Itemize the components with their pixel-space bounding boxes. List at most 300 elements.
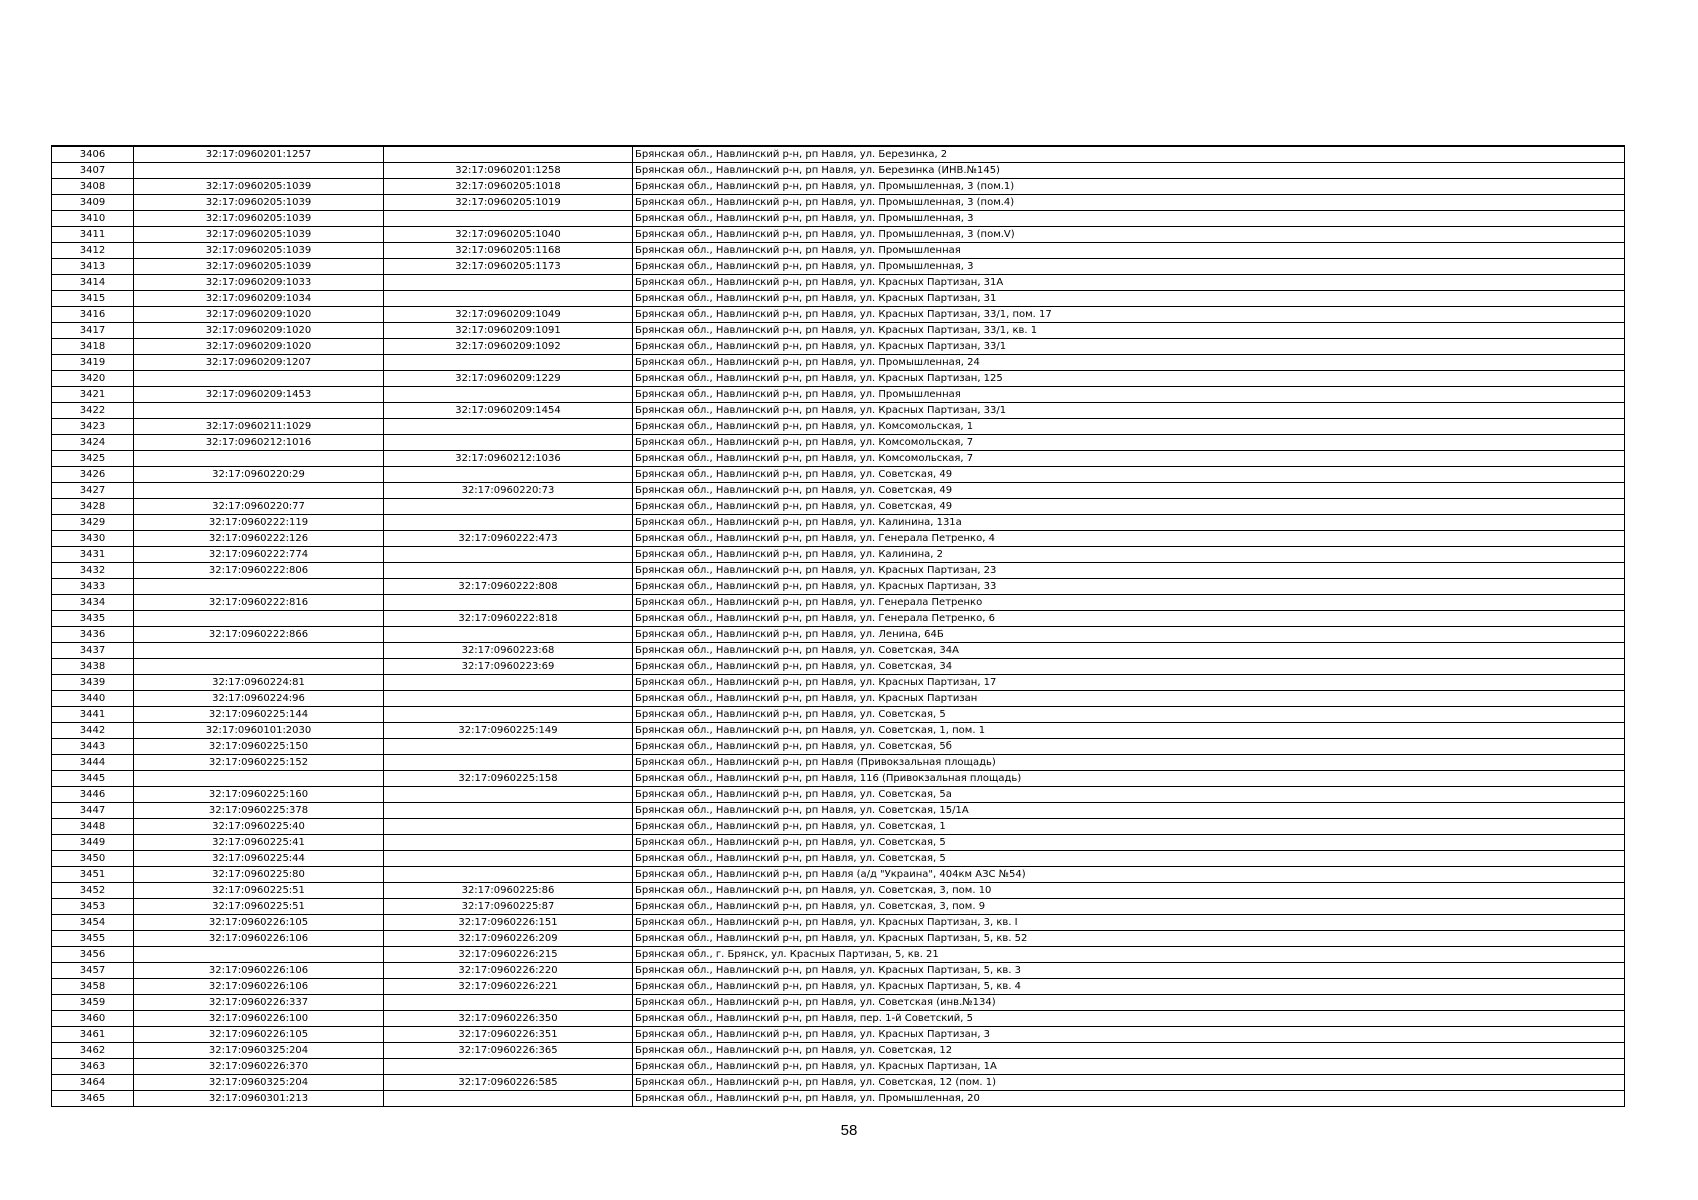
cadastral-number-cell: 32:17:0960225:150	[134, 739, 384, 755]
related-cadastral-number-cell	[384, 819, 633, 835]
row-number-cell: 3450	[52, 851, 134, 867]
row-number-cell: 3410	[52, 211, 134, 227]
related-cadastral-number-cell	[384, 211, 633, 227]
row-number-cell: 3429	[52, 515, 134, 531]
row-number-cell: 3421	[52, 387, 134, 403]
row-number-cell: 3447	[52, 803, 134, 819]
table-row	[52, 563, 1625, 579]
registry-table	[51, 145, 1625, 1107]
row-number-cell: 3438	[52, 659, 134, 675]
address-cell: Брянская обл., Навлинский р-н, рп Навля, ул. Красных Партизан, 17	[633, 675, 1625, 691]
table-row	[52, 291, 1625, 307]
row-number-cell: 3459	[52, 995, 134, 1011]
address-cell: Брянская обл., Навлинский р-н, рп Навля, ул. Советская, 34	[633, 659, 1625, 675]
address-cell: Брянская обл., Навлинский р-н, рп Навля, ул. Советская, 5	[633, 835, 1625, 851]
address-cell: Брянская обл., Навлинский р-н, рп Навля, ул. Советская, 3, пом. 9	[633, 899, 1625, 915]
row-number-cell: 3418	[52, 339, 134, 355]
address-cell: Брянская обл., Навлинский р-н, рп Навля, ул. Советская, 49	[633, 467, 1625, 483]
row-number-cell: 3424	[52, 435, 134, 451]
related-cadastral-number-cell	[384, 547, 633, 563]
address-cell: Брянская обл., Навлинский р-н, рп Навля, ул. Красных Партизан	[633, 691, 1625, 707]
row-number-cell: 3461	[52, 1027, 134, 1043]
row-number-cell: 3442	[52, 723, 134, 739]
related-cadastral-number-cell: 32:17:0960226:215	[384, 947, 633, 963]
table-row	[52, 755, 1625, 771]
table-row	[52, 227, 1625, 243]
related-cadastral-number-cell: 32:17:0960209:1092	[384, 339, 633, 355]
address-cell: Брянская обл., г. Брянск, ул. Красных Партизан, 5, кв. 21	[633, 947, 1625, 963]
related-cadastral-number-cell: 32:17:0960209:1091	[384, 323, 633, 339]
row-number-cell: 3413	[52, 259, 134, 275]
table-row	[52, 627, 1625, 643]
table-row	[52, 371, 1625, 387]
related-cadastral-number-cell: 32:17:0960205:1173	[384, 259, 633, 275]
related-cadastral-number-cell: 32:17:0960222:808	[384, 579, 633, 595]
row-number-cell: 3443	[52, 739, 134, 755]
cadastral-number-cell: 32:17:0960225:160	[134, 787, 384, 803]
cadastral-number-cell: 32:17:0960226:106	[134, 963, 384, 979]
related-cadastral-number-cell	[384, 691, 633, 707]
related-cadastral-number-cell	[384, 739, 633, 755]
address-cell: Брянская обл., Навлинский р-н, рп Навля, ул. Советская, 3, пом. 10	[633, 883, 1625, 899]
table-row	[52, 931, 1625, 947]
cadastral-number-cell	[134, 643, 384, 659]
cadastral-number-cell: 32:17:0960224:81	[134, 675, 384, 691]
address-cell: Брянская обл., Навлинский р-н, рп Навля, ул. Красных Партизан, 31А	[633, 275, 1625, 291]
row-number-cell: 3433	[52, 579, 134, 595]
cadastral-number-cell: 32:17:0960209:1453	[134, 387, 384, 403]
cadastral-number-cell: 32:17:0960209:1207	[134, 355, 384, 371]
cadastral-number-cell: 32:17:0960205:1039	[134, 243, 384, 259]
table-row	[52, 1091, 1625, 1107]
row-number-cell: 3420	[52, 371, 134, 387]
address-cell: Брянская обл., Навлинский р-н, рп Навля, ул. Комсомольская, 1	[633, 419, 1625, 435]
row-number-cell: 3456	[52, 947, 134, 963]
cadastral-number-cell: 32:17:0960201:1257	[134, 146, 384, 163]
related-cadastral-number-cell	[384, 675, 633, 691]
related-cadastral-number-cell: 32:17:0960226:209	[384, 931, 633, 947]
cadastral-number-cell	[134, 163, 384, 179]
related-cadastral-number-cell: 32:17:0960201:1258	[384, 163, 633, 179]
table-row	[52, 675, 1625, 691]
row-number-cell: 3449	[52, 835, 134, 851]
related-cadastral-number-cell	[384, 355, 633, 371]
cadastral-number-cell: 32:17:0960226:100	[134, 1011, 384, 1027]
address-cell: Брянская обл., Навлинский р-н, рп Навля, ул. Красных Партизан, 33/1, кв. 1	[633, 323, 1625, 339]
row-number-cell: 3408	[52, 179, 134, 195]
cadastral-number-cell: 32:17:0960205:1039	[134, 259, 384, 275]
address-cell: Брянская обл., Навлинский р-н, рп Навля, ул. Советская, 1	[633, 819, 1625, 835]
cadastral-number-cell: 32:17:0960205:1039	[134, 179, 384, 195]
row-number-cell: 3451	[52, 867, 134, 883]
address-cell: Брянская обл., Навлинский р-н, рп Навля, ул. Промышленная, 3 (пом.1)	[633, 179, 1625, 195]
cadastral-number-cell	[134, 771, 384, 787]
table-row	[52, 275, 1625, 291]
cadastral-number-cell	[134, 483, 384, 499]
cadastral-number-cell: 32:17:0960226:105	[134, 1027, 384, 1043]
cadastral-number-cell: 32:17:0960212:1016	[134, 435, 384, 451]
row-number-cell: 3419	[52, 355, 134, 371]
row-number-cell: 3448	[52, 819, 134, 835]
related-cadastral-number-cell: 32:17:0960205:1168	[384, 243, 633, 259]
address-cell: Брянская обл., Навлинский р-н, рп Навля, ул. Советская, 1, пом. 1	[633, 723, 1625, 739]
related-cadastral-number-cell	[384, 387, 633, 403]
row-number-cell: 3414	[52, 275, 134, 291]
address-cell: Брянская обл., Навлинский р-н, рп Навля, ул. Советская, 12	[633, 1043, 1625, 1059]
cadastral-number-cell: 32:17:0960205:1039	[134, 211, 384, 227]
table-row	[52, 595, 1625, 611]
cadastral-number-cell: 32:17:0960222:866	[134, 627, 384, 643]
row-number-cell: 3444	[52, 755, 134, 771]
table-row	[52, 771, 1625, 787]
table-row	[52, 451, 1625, 467]
cadastral-number-cell	[134, 451, 384, 467]
address-cell: Брянская обл., Навлинский р-н, рп Навля (Привокзальная площадь)	[633, 755, 1625, 771]
related-cadastral-number-cell	[384, 563, 633, 579]
address-cell: Брянская обл., Навлинский р-н, рп Навля, 116 (Привокзальная площадь)	[633, 771, 1625, 787]
address-cell: Брянская обл., Навлинский р-н, рп Навля, ул. Промышленная, 20	[633, 1091, 1625, 1107]
cadastral-number-cell: 32:17:0960222:816	[134, 595, 384, 611]
related-cadastral-number-cell	[384, 867, 633, 883]
related-cadastral-number-cell	[384, 627, 633, 643]
table-row	[52, 883, 1625, 899]
related-cadastral-number-cell	[384, 595, 633, 611]
address-cell: Брянская обл., Навлинский р-н, рп Навля, ул. Генерала Петренко, 6	[633, 611, 1625, 627]
row-number-cell: 3428	[52, 499, 134, 515]
row-number-cell: 3427	[52, 483, 134, 499]
cadastral-number-cell: 32:17:0960226:106	[134, 979, 384, 995]
table-row	[52, 243, 1625, 259]
row-number-cell: 3437	[52, 643, 134, 659]
cadastral-number-cell: 32:17:0960209:1020	[134, 307, 384, 323]
address-cell: Брянская обл., Навлинский р-н, рп Навля, ул. Красных Партизан, 31	[633, 291, 1625, 307]
related-cadastral-number-cell	[384, 467, 633, 483]
table-row	[52, 579, 1625, 595]
cadastral-number-cell: 32:17:0960225:144	[134, 707, 384, 723]
cadastral-number-cell: 32:17:0960301:213	[134, 1091, 384, 1107]
row-number-cell: 3439	[52, 675, 134, 691]
related-cadastral-number-cell: 32:17:0960226:220	[384, 963, 633, 979]
table-row	[52, 819, 1625, 835]
row-number-cell: 3409	[52, 195, 134, 211]
cadastral-number-cell: 32:17:0960325:204	[134, 1075, 384, 1091]
table-row	[52, 1011, 1625, 1027]
table-row	[52, 387, 1625, 403]
address-cell: Брянская обл., Навлинский р-н, рп Навля (а/д "Украина", 404км АЗС №54)	[633, 867, 1625, 883]
address-cell: Брянская обл., Навлинский р-н, рп Навля, пер. 1-й Советский, 5	[633, 1011, 1625, 1027]
address-cell: Брянская обл., Навлинский р-н, рп Навля, ул. Красных Партизан, 1А	[633, 1059, 1625, 1075]
table-row	[52, 835, 1625, 851]
cadastral-number-cell	[134, 403, 384, 419]
cadastral-number-cell: 32:17:0960225:80	[134, 867, 384, 883]
table-row	[52, 146, 1625, 163]
table-row	[52, 979, 1625, 995]
cadastral-number-cell: 32:17:0960225:40	[134, 819, 384, 835]
cadastral-number-cell: 32:17:0960226:337	[134, 995, 384, 1011]
related-cadastral-number-cell: 32:17:0960212:1036	[384, 451, 633, 467]
cadastral-number-cell: 32:17:0960205:1039	[134, 227, 384, 243]
table-row	[52, 611, 1625, 627]
row-number-cell: 3463	[52, 1059, 134, 1075]
cadastral-number-cell	[134, 611, 384, 627]
related-cadastral-number-cell: 32:17:0960209:1049	[384, 307, 633, 323]
related-cadastral-number-cell: 32:17:0960226:221	[384, 979, 633, 995]
row-number-cell: 3423	[52, 419, 134, 435]
row-number-cell: 3422	[52, 403, 134, 419]
table-row	[52, 499, 1625, 515]
address-cell: Брянская обл., Навлинский р-н, рп Навля, ул. Березинка (ИНВ.№145)	[633, 163, 1625, 179]
table-row	[52, 179, 1625, 195]
table-row	[52, 483, 1625, 499]
row-number-cell: 3430	[52, 531, 134, 547]
address-cell: Брянская обл., Навлинский р-н, рп Навля, ул. Красных Партизан, 3, кв. I	[633, 915, 1625, 931]
related-cadastral-number-cell: 32:17:0960226:350	[384, 1011, 633, 1027]
address-cell: Брянская обл., Навлинский р-н, рп Навля, ул. Березинка, 2	[633, 146, 1625, 163]
cadastral-number-cell: 32:17:0960220:77	[134, 499, 384, 515]
table-row	[52, 323, 1625, 339]
row-number-cell: 3458	[52, 979, 134, 995]
row-number-cell: 3416	[52, 307, 134, 323]
row-number-cell: 3465	[52, 1091, 134, 1107]
related-cadastral-number-cell	[384, 1059, 633, 1075]
row-number-cell: 3407	[52, 163, 134, 179]
cadastral-number-cell: 32:17:0960325:204	[134, 1043, 384, 1059]
address-cell: Брянская обл., Навлинский р-н, рп Навля, ул. Промышленная, 3 (пом.4)	[633, 195, 1625, 211]
related-cadastral-number-cell	[384, 995, 633, 1011]
address-cell: Брянская обл., Навлинский р-н, рп Навля, ул. Промышленная	[633, 243, 1625, 259]
related-cadastral-number-cell	[384, 515, 633, 531]
address-cell: Брянская обл., Навлинский р-н, рп Навля, ул. Красных Партизан, 5, кв. 3	[633, 963, 1625, 979]
table-row	[52, 723, 1625, 739]
table-row	[52, 211, 1625, 227]
table-row	[52, 947, 1625, 963]
address-cell: Брянская обл., Навлинский р-н, рп Навля, ул. Советская, 5б	[633, 739, 1625, 755]
row-number-cell: 3417	[52, 323, 134, 339]
address-cell: Брянская обл., Навлинский р-н, рп Навля, ул. Красных Партизан, 33/1	[633, 403, 1625, 419]
table-row	[52, 515, 1625, 531]
row-number-cell: 3464	[52, 1075, 134, 1091]
related-cadastral-number-cell: 32:17:0960205:1019	[384, 195, 633, 211]
related-cadastral-number-cell	[384, 499, 633, 515]
table-row	[52, 643, 1625, 659]
cadastral-number-cell: 32:17:0960226:105	[134, 915, 384, 931]
related-cadastral-number-cell	[384, 275, 633, 291]
address-cell: Брянская обл., Навлинский р-н, рп Навля, ул. Советская, 34А	[633, 643, 1625, 659]
row-number-cell: 3415	[52, 291, 134, 307]
cadastral-number-cell: 32:17:0960209:1034	[134, 291, 384, 307]
cadastral-number-cell: 32:17:0960225:51	[134, 883, 384, 899]
related-cadastral-number-cell: 32:17:0960226:351	[384, 1027, 633, 1043]
address-cell: Брянская обл., Навлинский р-н, рп Навля, ул. Красных Партизан, 33/1, пом. 17	[633, 307, 1625, 323]
table-row	[52, 435, 1625, 451]
row-number-cell: 3453	[52, 899, 134, 915]
row-number-cell: 3426	[52, 467, 134, 483]
row-number-cell: 3460	[52, 1011, 134, 1027]
table-row	[52, 707, 1625, 723]
row-number-cell: 3455	[52, 931, 134, 947]
cadastral-number-cell: 32:17:0960225:44	[134, 851, 384, 867]
address-cell: Брянская обл., Навлинский р-н, рп Навля, ул. Комсомольская, 7	[633, 451, 1625, 467]
cadastral-number-cell: 32:17:0960209:1033	[134, 275, 384, 291]
row-number-cell: 3462	[52, 1043, 134, 1059]
cadastral-number-cell: 32:17:0960225:51	[134, 899, 384, 915]
cadastral-number-cell	[134, 947, 384, 963]
row-number-cell: 3432	[52, 563, 134, 579]
related-cadastral-number-cell: 32:17:0960209:1229	[384, 371, 633, 387]
registry-table-body	[52, 146, 1625, 1107]
cadastral-number-cell: 32:17:0960101:2030	[134, 723, 384, 739]
related-cadastral-number-cell: 32:17:0960225:149	[384, 723, 633, 739]
cadastral-number-cell: 32:17:0960220:29	[134, 467, 384, 483]
table-row	[52, 899, 1625, 915]
cadastral-number-cell: 32:17:0960205:1039	[134, 195, 384, 211]
table-row	[52, 691, 1625, 707]
address-cell: Брянская обл., Навлинский р-н, рп Навля, ул. Комсомольская, 7	[633, 435, 1625, 451]
address-cell: Брянская обл., Навлинский р-н, рп Навля, ул. Советская, 49	[633, 499, 1625, 515]
address-cell: Брянская обл., Навлинский р-н, рп Навля, ул. Красных Партизан, 125	[633, 371, 1625, 387]
table-row	[52, 915, 1625, 931]
related-cadastral-number-cell: 32:17:0960209:1454	[384, 403, 633, 419]
related-cadastral-number-cell	[384, 755, 633, 771]
row-number-cell: 3411	[52, 227, 134, 243]
table-row	[52, 259, 1625, 275]
cadastral-number-cell: 32:17:0960225:41	[134, 835, 384, 851]
related-cadastral-number-cell: 32:17:0960223:69	[384, 659, 633, 675]
address-cell: Брянская обл., Навлинский р-н, рп Навля, ул. Советская (инв.№134)	[633, 995, 1625, 1011]
row-number-cell: 3425	[52, 451, 134, 467]
address-cell: Брянская обл., Навлинский р-н, рп Навля, ул. Советская, 5	[633, 707, 1625, 723]
row-number-cell: 3445	[52, 771, 134, 787]
table-row	[52, 339, 1625, 355]
address-cell: Брянская обл., Навлинский р-н, рп Навля, ул. Промышленная, 3 (пом.V)	[633, 227, 1625, 243]
page-number: 58	[840, 1122, 858, 1139]
related-cadastral-number-cell: 32:17:0960226:151	[384, 915, 633, 931]
row-number-cell: 3452	[52, 883, 134, 899]
table-row	[52, 963, 1625, 979]
cadastral-number-cell	[134, 659, 384, 675]
related-cadastral-number-cell	[384, 435, 633, 451]
table-row	[52, 547, 1625, 563]
table-row	[52, 1059, 1625, 1075]
related-cadastral-number-cell: 32:17:0960225:87	[384, 899, 633, 915]
cadastral-number-cell: 32:17:0960225:378	[134, 803, 384, 819]
row-number-cell: 3431	[52, 547, 134, 563]
row-number-cell: 3435	[52, 611, 134, 627]
address-cell: Брянская обл., Навлинский р-н, рп Навля, ул. Советская, 5	[633, 851, 1625, 867]
related-cadastral-number-cell: 32:17:0960222:818	[384, 611, 633, 627]
cadastral-number-cell: 32:17:0960209:1020	[134, 339, 384, 355]
table-row	[52, 467, 1625, 483]
row-number-cell: 3436	[52, 627, 134, 643]
cadastral-number-cell: 32:17:0960224:96	[134, 691, 384, 707]
cadastral-number-cell: 32:17:0960226:106	[134, 931, 384, 947]
row-number-cell: 3412	[52, 243, 134, 259]
address-cell: Брянская обл., Навлинский р-н, рп Навля, ул. Красных Партизан, 5, кв. 52	[633, 931, 1625, 947]
row-number-cell: 3454	[52, 915, 134, 931]
related-cadastral-number-cell: 32:17:0960205:1018	[384, 179, 633, 195]
related-cadastral-number-cell	[384, 835, 633, 851]
row-number-cell: 3434	[52, 595, 134, 611]
related-cadastral-number-cell: 32:17:0960226:365	[384, 1043, 633, 1059]
cadastral-number-cell	[134, 579, 384, 595]
address-cell: Брянская обл., Навлинский р-н, рп Навля, ул. Промышленная, 3	[633, 259, 1625, 275]
address-cell: Брянская обл., Навлинский р-н, рп Навля, ул. Калинина, 131а	[633, 515, 1625, 531]
related-cadastral-number-cell: 32:17:0960225:86	[384, 883, 633, 899]
cadastral-number-cell	[134, 371, 384, 387]
related-cadastral-number-cell: 32:17:0960205:1040	[384, 227, 633, 243]
table-row	[52, 163, 1625, 179]
cadastral-number-cell: 32:17:0960209:1020	[134, 323, 384, 339]
row-number-cell: 3406	[52, 146, 134, 163]
table-row	[52, 803, 1625, 819]
related-cadastral-number-cell: 32:17:0960225:158	[384, 771, 633, 787]
address-cell: Брянская обл., Навлинский р-н, рп Навля, ул. Красных Партизан, 5, кв. 4	[633, 979, 1625, 995]
related-cadastral-number-cell	[384, 146, 633, 163]
address-cell: Брянская обл., Навлинский р-н, рп Навля, ул. Промышленная, 3	[633, 211, 1625, 227]
related-cadastral-number-cell: 32:17:0960223:68	[384, 643, 633, 659]
related-cadastral-number-cell	[384, 1091, 633, 1107]
table-row	[52, 659, 1625, 675]
address-cell: Брянская обл., Навлинский р-н, рп Навля, ул. Промышленная, 24	[633, 355, 1625, 371]
related-cadastral-number-cell	[384, 291, 633, 307]
table-row	[52, 1075, 1625, 1091]
address-cell: Брянская обл., Навлинский р-н, рп Навля, ул. Красных Партизан, 33	[633, 579, 1625, 595]
table-row	[52, 1043, 1625, 1059]
related-cadastral-number-cell	[384, 851, 633, 867]
related-cadastral-number-cell: 32:17:0960222:473	[384, 531, 633, 547]
table-row	[52, 995, 1625, 1011]
address-cell: Брянская обл., Навлинский р-н, рп Навля, ул. Калинина, 2	[633, 547, 1625, 563]
row-number-cell: 3440	[52, 691, 134, 707]
table-row	[52, 307, 1625, 323]
related-cadastral-number-cell: 32:17:0960220:73	[384, 483, 633, 499]
table-row	[52, 419, 1625, 435]
cadastral-number-cell: 32:17:0960222:806	[134, 563, 384, 579]
table-row	[52, 739, 1625, 755]
address-cell: Брянская обл., Навлинский р-н, рп Навля, ул. Красных Партизан, 33/1	[633, 339, 1625, 355]
cadastral-number-cell: 32:17:0960222:126	[134, 531, 384, 547]
cadastral-number-cell: 32:17:0960225:152	[134, 755, 384, 771]
row-number-cell: 3457	[52, 963, 134, 979]
cadastral-number-cell: 32:17:0960222:774	[134, 547, 384, 563]
address-cell: Брянская обл., Навлинский р-н, рп Навля, ул. Промышленная	[633, 387, 1625, 403]
row-number-cell: 3441	[52, 707, 134, 723]
related-cadastral-number-cell	[384, 419, 633, 435]
related-cadastral-number-cell	[384, 803, 633, 819]
address-cell: Брянская обл., Навлинский р-н, рп Навля, ул. Советская, 12 (пом. 1)	[633, 1075, 1625, 1091]
cadastral-number-cell: 32:17:0960222:119	[134, 515, 384, 531]
table-row	[52, 403, 1625, 419]
related-cadastral-number-cell: 32:17:0960226:585	[384, 1075, 633, 1091]
address-cell: Брянская обл., Навлинский р-н, рп Навля, ул. Советская, 5а	[633, 787, 1625, 803]
related-cadastral-number-cell	[384, 707, 633, 723]
row-number-cell: 3446	[52, 787, 134, 803]
related-cadastral-number-cell	[384, 787, 633, 803]
address-cell: Брянская обл., Навлинский р-н, рп Навля, ул. Ленина, 64Б	[633, 627, 1625, 643]
address-cell: Брянская обл., Навлинский р-н, рп Навля, ул. Красных Партизан, 23	[633, 563, 1625, 579]
table-row	[52, 531, 1625, 547]
cadastral-number-cell: 32:17:0960211:1029	[134, 419, 384, 435]
cadastral-number-cell: 32:17:0960226:370	[134, 1059, 384, 1075]
table-row	[52, 195, 1625, 211]
address-cell: Брянская обл., Навлинский р-н, рп Навля, ул. Красных Партизан, 3	[633, 1027, 1625, 1043]
table-row	[52, 867, 1625, 883]
address-cell: Брянская обл., Навлинский р-н, рп Навля, ул. Генерала Петренко, 4	[633, 531, 1625, 547]
address-cell: Брянская обл., Навлинский р-н, рп Навля, ул. Советская, 49	[633, 483, 1625, 499]
table-row	[52, 851, 1625, 867]
table-row	[52, 787, 1625, 803]
address-cell: Брянская обл., Навлинский р-н, рп Навля, ул. Советская, 15/1А	[633, 803, 1625, 819]
